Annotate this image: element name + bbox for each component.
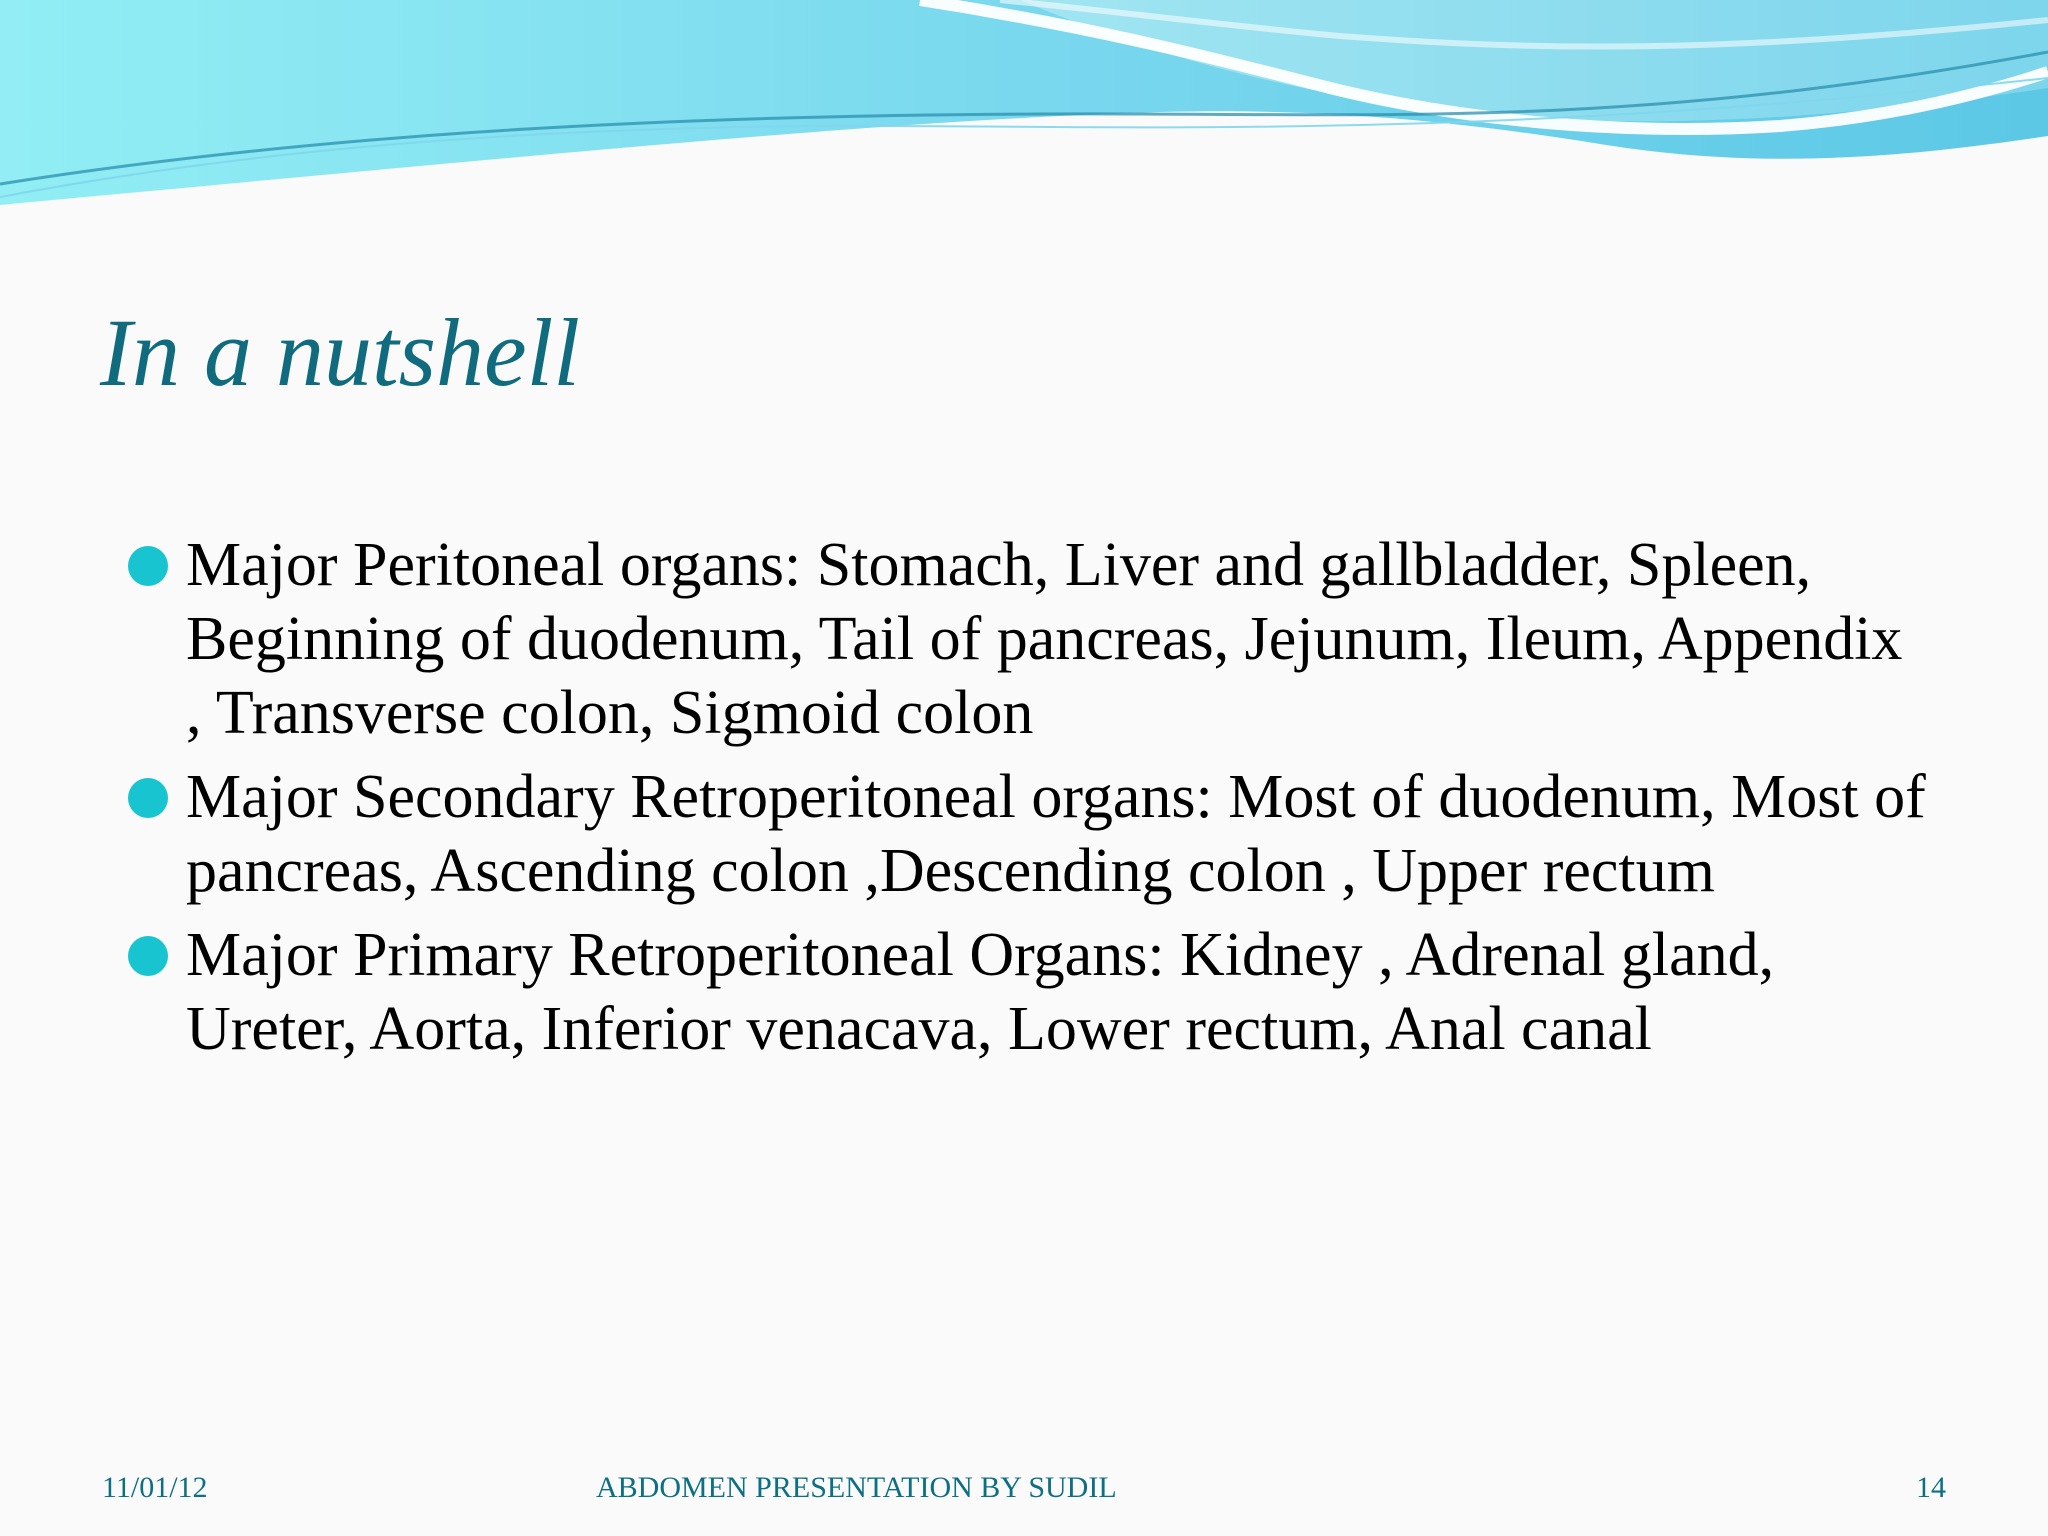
bullet-text-peritoneal-organs: Major Peritoneal organs: Stomach, Liver and gallbladder, Spleen, Beginning of duodenum, Tail of pancreas, Jejunum, Ileum, Appendix , Transverse colon, Sigmoid colon — [186, 531, 1903, 747]
footer-presentation-title: ABDOMEN PRESENTATION BY SUDIL — [596, 1471, 1117, 1504]
header-wave-decoration — [0, 0, 2048, 240]
footer-date: 11/01/12 — [102, 1471, 208, 1504]
bullet-point-icon — [128, 546, 168, 586]
bullet-item-peritoneal-organs — [128, 528, 1928, 750]
bullet-point-icon — [128, 778, 168, 818]
bullet-item-secondary-retroperitoneal-organs — [128, 760, 1928, 908]
bullet-text-primary-retroperitoneal-organs: Major Primary Retroperitoneal Organs: Kidney , Adrenal gland, Ureter, Aorta, Inferior venacava, Lower rectum, Anal canal — [186, 921, 1775, 1063]
slide-title: In a nutshell — [100, 299, 580, 406]
slide-number: 14 — [1916, 1471, 1946, 1504]
bullet-text-secondary-retroperitoneal-organs: Major Secondary Retroperitoneal organs: Most of duodenum, Most of pancreas, Ascending colon ,Descending colon , Upper rectum — [186, 763, 1926, 905]
bullet-point-icon — [128, 936, 168, 976]
bullet-list — [128, 528, 1928, 1076]
bullet-item-primary-retroperitoneal-organs — [128, 918, 1928, 1066]
